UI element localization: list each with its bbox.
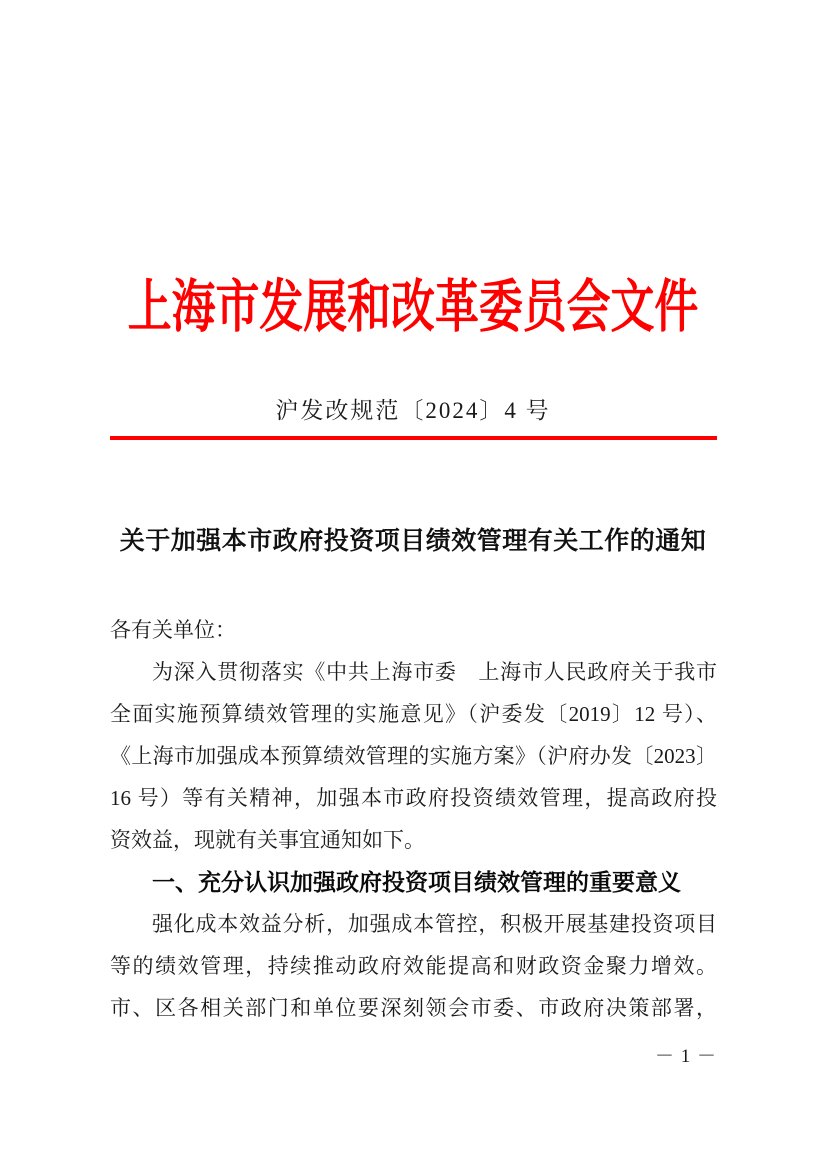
- section-1-heading: 一、充分认识加强政府投资项目绩效管理的重要意义: [152, 869, 681, 895]
- paragraph-2-line: 市、区各相关部门和单位要深刻领会市委、市政府决策部署，: [110, 996, 717, 1020]
- document-body: [110, 609, 717, 1029]
- document-title: 关于加强本市政府投资项目绩效管理有关工作的通知: [119, 528, 707, 555]
- paragraph-1-line: 16 号）等有关精神，加强本市政府投资绩效管理，提高政府投: [110, 786, 717, 810]
- salutation: 各有关单位：: [110, 618, 236, 642]
- paragraph-1-line: 为深入贯彻落实《中共上海市委 上海市人民政府关于我市: [152, 660, 717, 684]
- document-number: 沪发改规范〔2024〕4 号: [275, 398, 551, 423]
- paragraph-1-line: 资效益，现就有关事宜通知如下。: [110, 828, 425, 852]
- paragraph-1-line: 全面实施预算绩效管理的实施意见》（沪委发〔2019〕12 号）、: [110, 702, 717, 726]
- paragraph-2-line: 等的绩效管理，持续推动政府效能提高和财政资金聚力增效。: [110, 954, 717, 978]
- letterhead-issuer-title: 上海市发展和改革委员会文件: [127, 276, 699, 339]
- letterhead-red-divider: [110, 436, 717, 440]
- paragraph-1-line: 《上海市加强成本预算绩效管理的实施方案》（沪府办发〔2023〕: [110, 744, 717, 768]
- paragraph-2-line: 强化成本效益分析，加强成本管控，积极开展基建投资项目: [152, 912, 717, 936]
- page-number: － 1 －: [654, 1046, 717, 1067]
